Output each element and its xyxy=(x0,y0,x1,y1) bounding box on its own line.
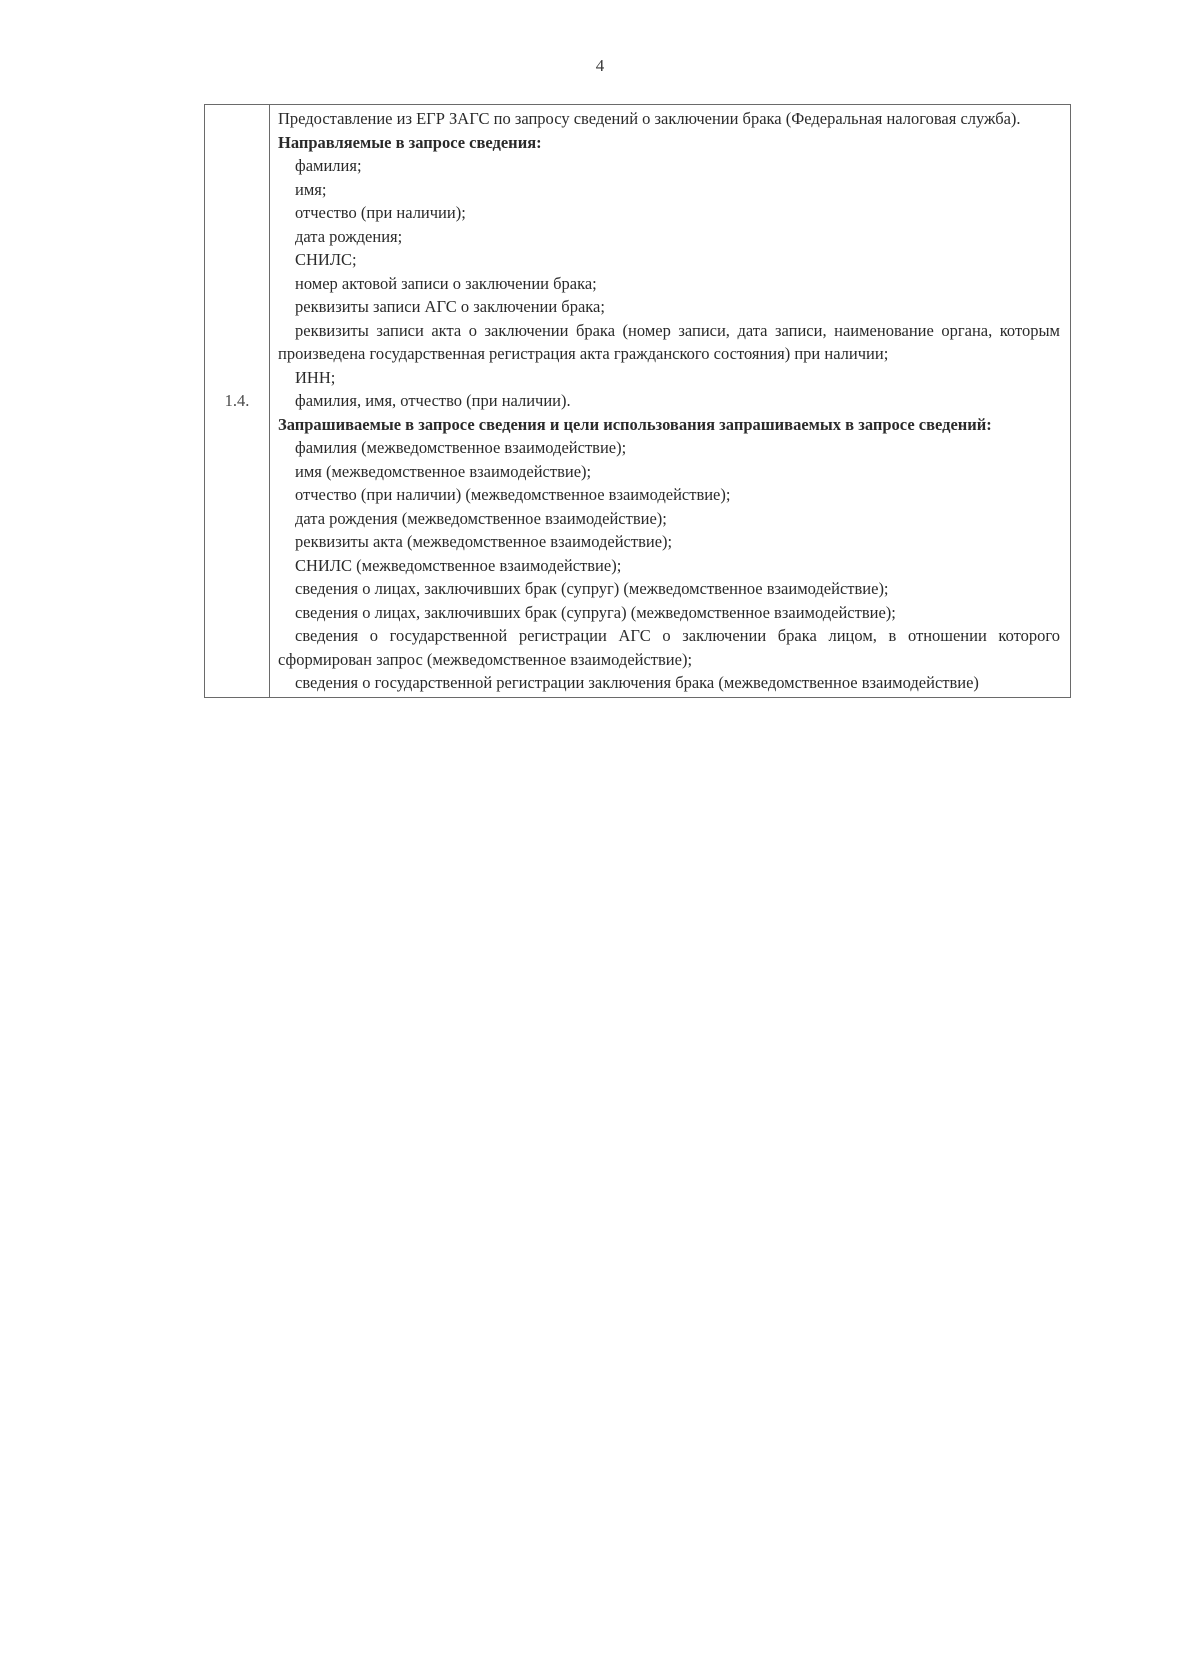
document-table xyxy=(204,104,1071,698)
list-item: СНИЛС (межведомственное взаимодействие); xyxy=(295,555,622,575)
row-number: 1.4. xyxy=(224,390,250,410)
list-item: имя (межведомственное взаимодействие); xyxy=(295,461,592,481)
list-item: сведения о государственной регистрации заключения брака (межведомственное взаимодействие) xyxy=(295,673,979,692)
list-item: фамилия, имя, отчество (при наличии). xyxy=(295,391,571,410)
section-heading-requested: Запрашиваемые в запросе сведения и цели использования запрашиваемых в запросе сведений: xyxy=(278,414,992,434)
list-item: реквизиты записи АГС о заключении брака; xyxy=(295,297,605,316)
list-item: номер актовой записи о заключении брака; xyxy=(295,273,597,293)
table-row xyxy=(205,105,1071,698)
list-item: отчество (при наличии); xyxy=(295,203,466,222)
list-item: фамилия; xyxy=(295,156,362,175)
service-title: Предоставление из ЕГР ЗАГС по запросу сведений о заключении брака (Федеральная налоговая служба). xyxy=(278,109,1021,128)
page-number: 4 xyxy=(595,56,605,75)
row-content-cell xyxy=(270,105,1071,698)
list-item: сведения о государственной регистрации АГС о заключении брака лицом, в отношении которого сформирован запрос (межведомственное взаимодействие); xyxy=(278,626,1060,669)
list-item: ИНН; xyxy=(295,367,336,387)
list-item: сведения о лицах, заключивших брак (супруга) (межведомственное взаимодействие); xyxy=(295,602,896,622)
list-item: реквизиты записи акта о заключении брака (номер записи, дата записи, наименование органа, которым произведена государственная регистрация акта гражданского состояния) при наличии; xyxy=(278,320,1060,363)
list-item: дата рождения; xyxy=(295,226,403,246)
list-item: имя; xyxy=(295,179,327,199)
list-item: дата рождения (межведомственное взаимодействие); xyxy=(295,508,667,528)
section-heading-sent: Направляемые в запросе сведения: xyxy=(278,132,542,152)
list-item: отчество (при наличии) (межведомственное взаимодействие); xyxy=(295,485,731,504)
list-item: реквизиты акта (межведомственное взаимодействие); xyxy=(295,532,673,551)
list-item: фамилия (межведомственное взаимодействие); xyxy=(295,438,627,457)
row-number-cell xyxy=(205,105,270,698)
list-item: сведения о лицах, заключивших брак (супруг) (межведомственное взаимодействие); xyxy=(295,579,889,598)
list-item: СНИЛС; xyxy=(295,250,357,269)
